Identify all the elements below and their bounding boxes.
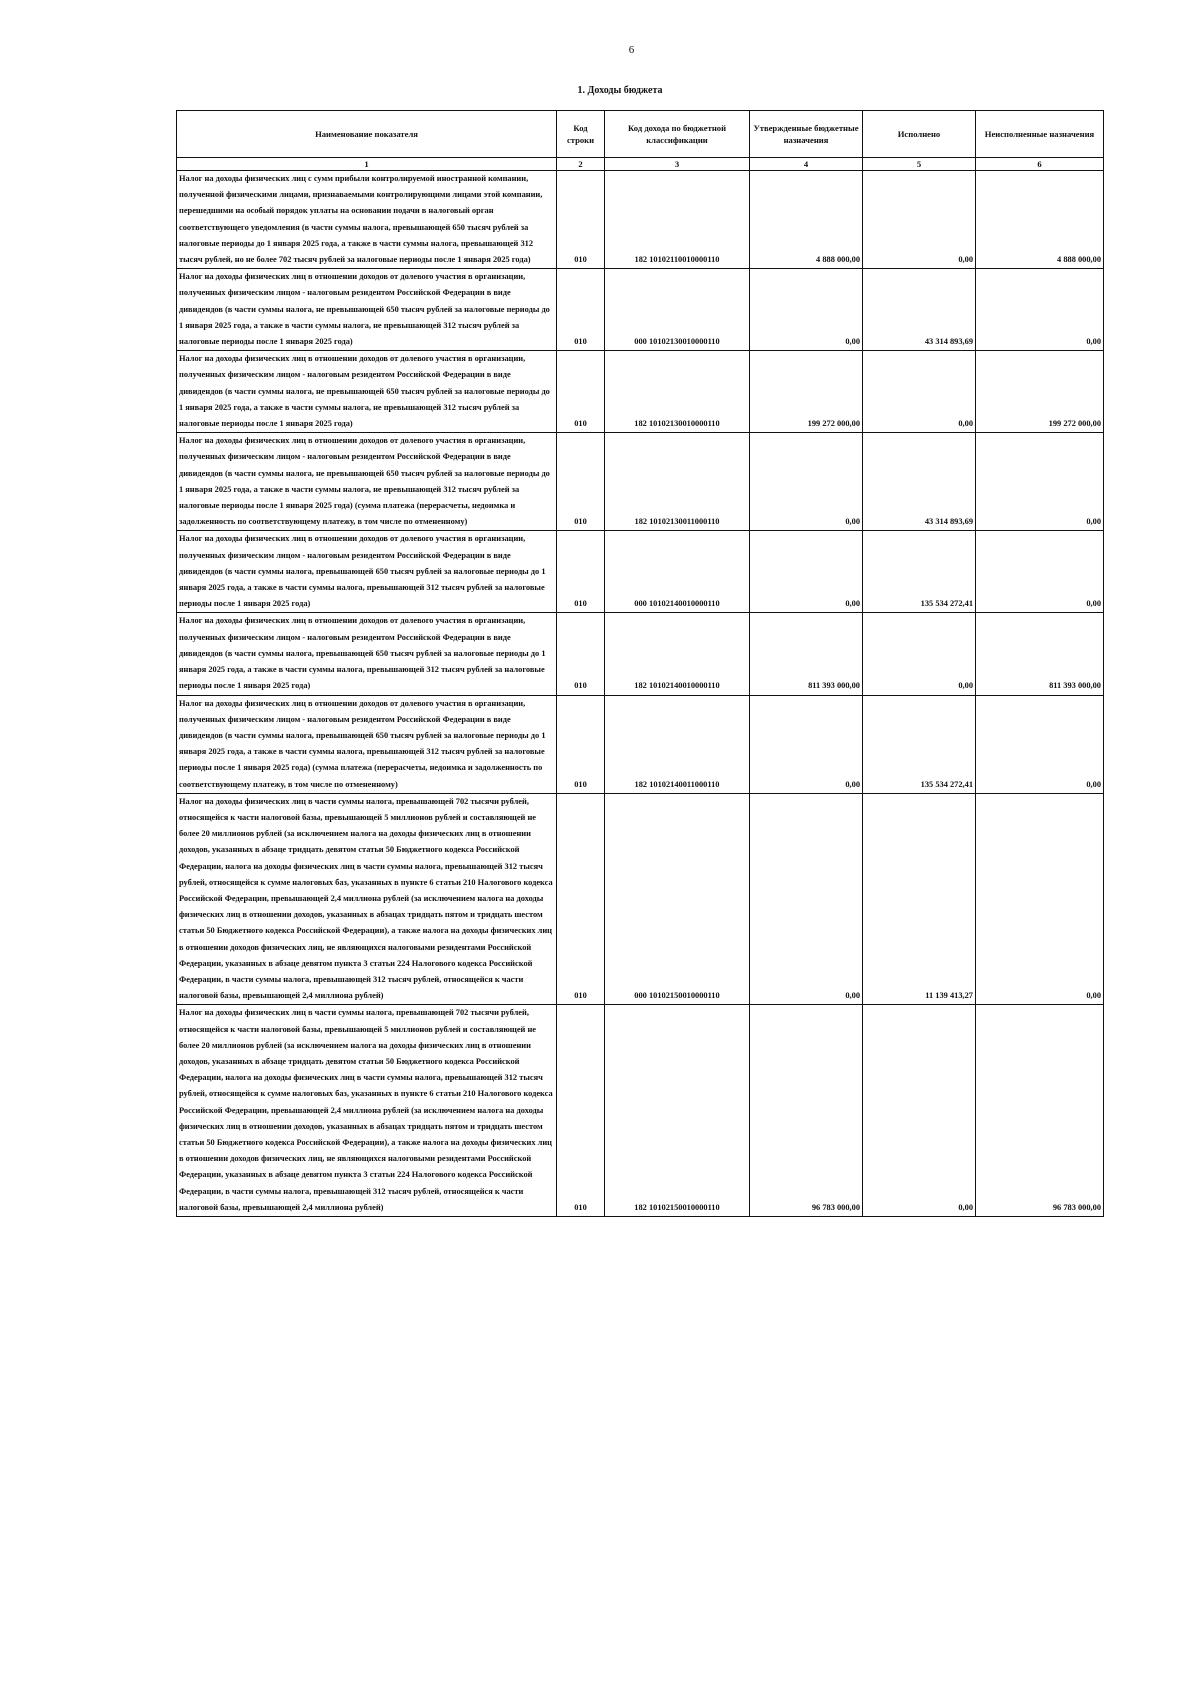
header-unexecuted: Неисполненные назначения [976,111,1104,158]
unexecuted-amount: 811 393 000,00 [976,613,1104,695]
table-row [177,531,1104,613]
indicator-name: Налог на доходы физических лиц в отношении доходов от долевого участия в организации, полученных физическим лицом - налоговым резидентом Российской Федерации в виде дивидендов (в части суммы налога, превышающей 650 тысяч рублей за налоговые периоды до 1 января 2025 года, а также в части суммы налога, превышающей 312 тысяч рублей за налоговые периоды после 1 января 2025 года) [177,613,557,695]
page-number: 6 [628,44,635,56]
budget-code: 182 10102150010000110 [605,1005,750,1217]
executed-amount: 43 314 893,69 [863,433,976,531]
budget-code: 000 10102140010000110 [605,531,750,613]
line-code: 010 [557,1005,605,1217]
page-title: 1. Доходы бюджета [577,85,663,96]
budget-code: 182 10102130010000110 [605,351,750,433]
approved-amount: 811 393 000,00 [750,613,863,695]
executed-amount: 11 139 413,27 [863,793,976,1005]
unexecuted-amount: 0,00 [976,695,1104,793]
indicator-name: Налог на доходы физических лиц в отношении доходов от долевого участия в организации, полученных физическим лицом - налоговым резидентом Российской Федерации в виде дивидендов (в части суммы налога, превышающей 650 тысяч рублей за налоговые периоды до 1 января 2025 года, а также в части суммы налога, превышающей 312 тысяч рублей за налоговые периоды после 1 января 2025 года) (сумма платежа (перерасчеты, недоимка и задолженность по соответствующему платежу, в том числе по отмененному) [177,695,557,793]
indicator-name: Налог на доходы физических лиц в части суммы налога, превышающей 702 тысячи рублей, относящейся к части налоговой базы, превышающей 5 миллионов рублей и составляющей не более 20 миллионов рублей (за исключением налога на доходы физических лиц в отношении доходов, указанных в абзаце тридцать девятом статьи 50 Бюджетного кодекса Российской Федерации, налога на доходы физических лиц в части суммы налога, превышающей 312 тысяч рублей, относящейся к сумме налоговых баз, указанных в пункте 6 статьи 210 Налогового кодекса Российской Федерации, превышающей 2,4 миллиона рублей (за исключением налога на доходы физических лиц в отношении доходов, указанных в абзацах тридцать пятом и тридцать шестом статьи 50 Бюджетного кодекса Российской Федерации), а также налога на доходы физических лиц в отношении доходов физических лиц, не являющихся налоговыми резидентами Российской Федерации, указанных в абзаце девятом пункта 3 статьи 224 Налогового кодекса Российской Федерации, в части суммы налога, превышающей 312 тысяч рублей, относящейся к части налоговой базы, превышающей 2,4 миллиона рублей) [177,1005,557,1217]
executed-amount: 43 314 893,69 [863,269,976,351]
column-number: 6 [976,158,1104,171]
unexecuted-amount: 0,00 [976,531,1104,613]
approved-amount: 96 783 000,00 [750,1005,863,1217]
unexecuted-amount: 0,00 [976,433,1104,531]
indicator-name: Налог на доходы физических лиц в части суммы налога, превышающей 702 тысячи рублей, относящейся к части налоговой базы, превышающей 5 миллионов рублей и составляющей не более 20 миллионов рублей (за исключением налога на доходы физических лиц в отношении доходов, указанных в абзаце тридцать девятом статьи 50 Бюджетного кодекса Российской Федерации, налога на доходы физических лиц в части суммы налога, превышающей 312 тысяч рублей, относящейся к сумме налоговых баз, указанных в пункте 6 статьи 210 Налогового кодекса Российской Федерации, превышающей 2,4 миллиона рублей (за исключением налога на доходы физических лиц в отношении доходов, указанных в абзацах тридцать пятом и тридцать шестом статьи 50 Бюджетного кодекса Российской Федерации), а также налога на доходы физических лиц в отношении доходов физических лиц, не являющихся налоговыми резидентами Российской Федерации, указанных в абзаце девятом пункта 3 статьи 224 Налогового кодекса Российской Федерации, в части суммы налога, превышающей 312 тысяч рублей, относящейся к части налоговой базы, превышающей 2,4 миллиона рублей) [177,793,557,1005]
income-table [176,110,1104,1217]
executed-amount: 0,00 [863,171,976,269]
approved-amount: 0,00 [750,793,863,1005]
unexecuted-amount: 0,00 [976,793,1104,1005]
header-executed: Исполнено [863,111,976,158]
executed-amount: 135 534 272,41 [863,531,976,613]
table-row [177,613,1104,695]
column-number: 3 [605,158,750,171]
indicator-name: Налог на доходы физических лиц с сумм прибыли контролируемой иностранной компании, полученной физическими лицами, признаваемыми контролирующими лицами этой компании, перешедшими на особый порядок уплаты на основании подачи в налоговый орган соответствующего уведомления (в части суммы налога, превышающей 650 тысяч рублей за налоговые периоды до 1 января 2025 года, а также в части суммы налога, превышающей 312 тысяч рублей, но не более 702 тысяч рублей за налоговые периоды после 1 января 2025 года) [177,171,557,269]
table-row [177,793,1104,1005]
indicator-name: Налог на доходы физических лиц в отношении доходов от долевого участия в организации, полученных физическим лицом - налоговым резидентом Российской Федерации в виде дивидендов (в части суммы налога, превышающей 650 тысяч рублей за налоговые периоды до 1 января 2025 года, а также в части суммы налога, превышающей 312 тысяч рублей за налоговые периоды после 1 января 2025 года) [177,531,557,613]
header-name: Наименование показателя [177,111,557,158]
table-row [177,269,1104,351]
line-code: 010 [557,793,605,1005]
approved-amount: 0,00 [750,695,863,793]
column-number: 4 [750,158,863,171]
column-number-row [177,158,1104,171]
indicator-name: Налог на доходы физических лиц в отношении доходов от долевого участия в организации, полученных физическим лицом - налоговым резидентом Российской Федерации в виде дивидендов (в части суммы налога, не превышающей 650 тысяч рублей за налоговые периоды до 1 января 2025 года, а также в части суммы налога, не превышающей 312 тысяч рублей за налоговые периоды после 1 января 2025 года) [177,351,557,433]
unexecuted-amount: 0,00 [976,269,1104,351]
budget-code: 000 10102130010000110 [605,269,750,351]
executed-amount: 0,00 [863,613,976,695]
unexecuted-amount: 199 272 000,00 [976,351,1104,433]
approved-amount: 199 272 000,00 [750,351,863,433]
budget-code: 182 10102140010000110 [605,613,750,695]
table-header-row [177,111,1104,158]
budget-code: 182 10102110010000110 [605,171,750,269]
unexecuted-amount: 4 888 000,00 [976,171,1104,269]
table-row [177,1005,1104,1217]
indicator-name: Налог на доходы физических лиц в отношении доходов от долевого участия в организации, полученных физическим лицом - налоговым резидентом Российской Федерации в виде дивидендов (в части суммы налога, не превышающей 650 тысяч рублей за налоговые периоды до 1 января 2025 года, а также в части суммы налога, не превышающей 312 тысяч рублей за налоговые периоды после 1 января 2025 года) (сумма платежа (перерасчеты, недоимка и задолженность по соответствующему платежу, в том числе по отмененному) [177,433,557,531]
table-row [177,695,1104,793]
line-code: 010 [557,433,605,531]
approved-amount: 0,00 [750,269,863,351]
budget-code: 182 10102130011000110 [605,433,750,531]
header-code: Код строки [557,111,605,158]
header-kbk: Код дохода по бюджетной классификации [605,111,750,158]
budget-code: 000 10102150010000110 [605,793,750,1005]
table-row [177,351,1104,433]
column-number: 5 [863,158,976,171]
line-code: 010 [557,695,605,793]
line-code: 010 [557,351,605,433]
approved-amount: 0,00 [750,531,863,613]
line-code: 010 [557,171,605,269]
column-number: 2 [557,158,605,171]
unexecuted-amount: 96 783 000,00 [976,1005,1104,1217]
table-row [177,433,1104,531]
header-approved: Утвержденные бюджетные назначения [750,111,863,158]
table-row [177,171,1104,269]
executed-amount: 0,00 [863,351,976,433]
line-code: 010 [557,269,605,351]
executed-amount: 135 534 272,41 [863,695,976,793]
approved-amount: 4 888 000,00 [750,171,863,269]
budget-code: 182 10102140011000110 [605,695,750,793]
executed-amount: 0,00 [863,1005,976,1217]
line-code: 010 [557,613,605,695]
column-number: 1 [177,158,557,171]
line-code: 010 [557,531,605,613]
indicator-name: Налог на доходы физических лиц в отношении доходов от долевого участия в организации, полученных физическим лицом - налоговым резидентом Российской Федерации в виде дивидендов (в части суммы налога, не превышающей 650 тысяч рублей за налоговые периоды до 1 января 2025 года, а также в части суммы налога, не превышающей 312 тысяч рублей за налоговые периоды после 1 января 2025 года) [177,269,557,351]
approved-amount: 0,00 [750,433,863,531]
